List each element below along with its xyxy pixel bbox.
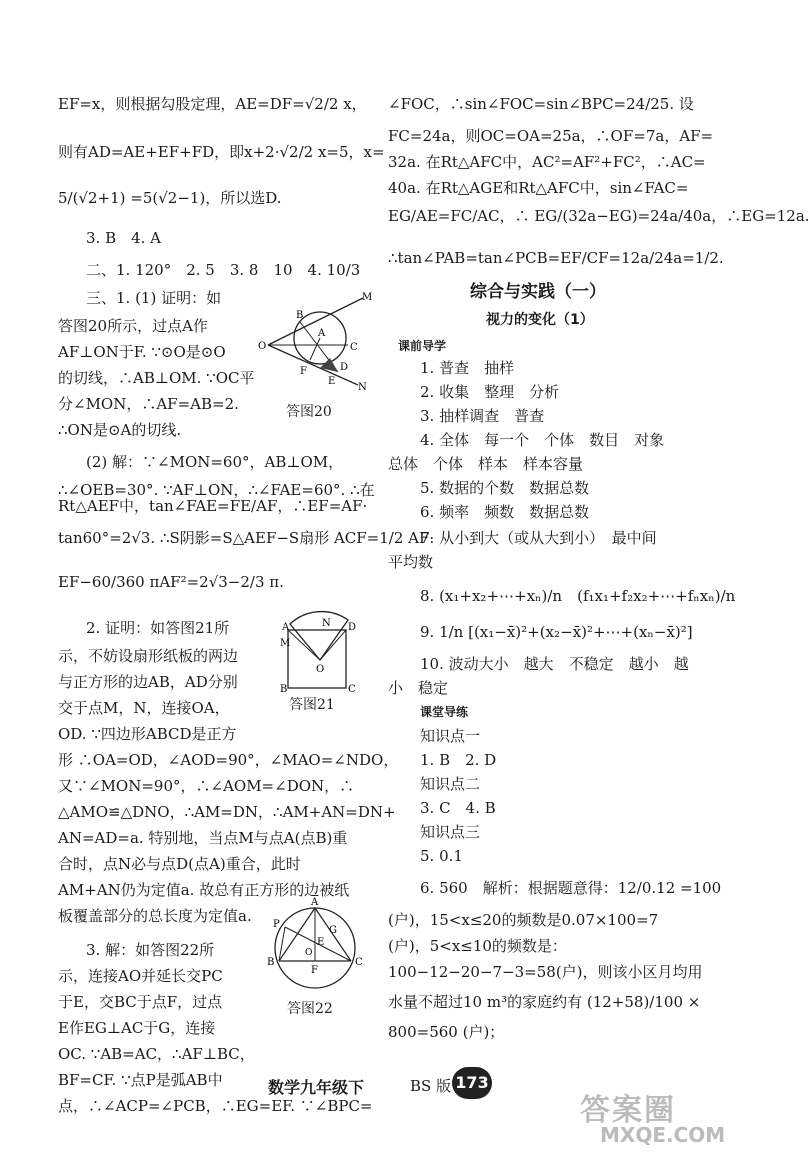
text-line: 2. 证明：如答图21所 xyxy=(86,619,230,637)
text-line: 又∵∠MON=90°，∴∠AOM=∠DON，∴ xyxy=(58,777,355,795)
text-line: 形 ∴OA=OD，∠AOD=90°，∠MAO=∠NDO， xyxy=(58,751,399,769)
svg-text:O: O xyxy=(305,948,313,958)
text-line: tan60°=2√3. ∴S阴影=S△AEF−S扇形 ACF=1/2 AF· xyxy=(58,529,435,547)
svg-text:N: N xyxy=(358,382,367,393)
text-line: EF=x，则根据勾股定理，AE=DF=√2/2 x， xyxy=(58,95,367,113)
text-line: 6. 560 解析：根据题意得：12/0.12 =100 xyxy=(420,879,722,897)
svg-text:E: E xyxy=(328,376,336,387)
svg-text:A: A xyxy=(311,897,319,908)
text-line: 交于点M，N，连接OA， xyxy=(58,699,230,717)
text-line: 水量不超过10 m³的家庭约有 (12+58)/100 × xyxy=(388,993,701,1011)
text-line: 点，∴∠ACP=∠PCB，∴EG=EF. ∵∠BPC= xyxy=(58,1097,373,1115)
text-line: 1. 普查 抽样 xyxy=(420,359,515,377)
text-line: AN=AD=a. 特别地，当点M与点A(点B)重 xyxy=(58,829,348,847)
svg-text:F: F xyxy=(311,965,318,976)
text-line: 小 稳定 xyxy=(388,679,449,697)
svg-text:C: C xyxy=(350,342,358,353)
text-line: 合时，点N必与点D(点A)重合，此时 xyxy=(58,855,301,873)
page-number: 173 xyxy=(452,1067,492,1099)
section-title: 综合与实践（一） xyxy=(470,282,606,302)
svg-text:M: M xyxy=(362,292,373,303)
text-line: ∴∠OEB=30°. ∵AF⊥ON，∴∠FAE=60°. ∴在 xyxy=(58,481,375,499)
text-line: 5. 0.1 xyxy=(420,847,463,865)
text-line: 总体 个体 样本 样本容量 xyxy=(388,455,584,473)
text-line: 6. 频率 频数 数据总数 xyxy=(420,503,590,521)
svg-text:B: B xyxy=(280,684,288,695)
svg-text:A: A xyxy=(282,622,290,633)
text-line: 与正方形的边AB，AD分别 xyxy=(58,673,238,691)
svg-text:N: N xyxy=(322,618,331,629)
figure-21-caption: 答图21 xyxy=(289,697,335,713)
figure-20 xyxy=(258,290,373,393)
text-line: Rt△AEF中，tan∠FAE=FE/AF，∴EF=AF· xyxy=(58,497,368,515)
subsection-heading: 课前导学 xyxy=(398,339,447,353)
text-line: AM+AN仍为定值a. 故总有正方形的边被纸 xyxy=(58,881,350,899)
watermark-logo: 答案圈 xyxy=(580,1093,676,1128)
svg-text:C: C xyxy=(348,684,356,695)
text-line: 二、1. 120° 2. 5 3. 8 10 4. 10/3 xyxy=(86,261,361,279)
text-line: 5. 数据的个数 数据总数 xyxy=(420,479,590,497)
text-line: 3. C 4. B xyxy=(420,799,496,817)
svg-text:P: P xyxy=(273,919,280,930)
text-line: 的切线，∴AB⊥OM. ∵OC平 xyxy=(58,369,255,387)
text-line: 3. 解：如答图22所 xyxy=(86,941,215,959)
svg-text:G: G xyxy=(329,925,337,936)
text-line: EF−60/360 πAF²=2√3−2/3 π. xyxy=(58,573,284,591)
text-line: 板覆盖部分的总长度为定值a. xyxy=(58,907,252,925)
figure-21 xyxy=(280,608,360,693)
section-subtitle: 视力的变化（1） xyxy=(486,312,594,328)
text-line: △AMO≌△DNO，∴AM=DN，∴AM+AN=DN+ xyxy=(58,803,396,821)
subsection-heading: 课堂导练 xyxy=(420,705,469,719)
text-line: 则有AD=AE+EF+FD，即x+2·√2/2 x=5，x= xyxy=(58,143,385,161)
text-line: 分∠MON，∴AF=AB=2. xyxy=(58,395,239,413)
text-line: ∴ON是⊙A的切线. xyxy=(58,421,182,439)
text-line: 1. B 2. D xyxy=(420,751,497,769)
text-line: 8. (x₁+x₂+⋯+xₙ)/n (f₁x₁+f₂x₂+⋯+fₙxₙ)/n xyxy=(420,587,736,605)
text-line: ∴tan∠PAB=tan∠PCB=EF/CF=12a/24a=1/2. xyxy=(388,249,724,267)
text-line: EG/AE=FC/AC，∴ EG/(32a−EG)=24a/40a，∴EG=12a. xyxy=(388,207,810,225)
text-line: 示，连接AO并延长交PC xyxy=(58,967,223,985)
text-line: OC. ∵AB=AC，∴AF⊥BC， xyxy=(58,1045,255,1063)
text-line: 10. 波动大小 越大 不稳定 越小 越 xyxy=(420,655,689,673)
text-line: 100−12−20−7−3=58(户)，则该小区月均用 xyxy=(388,963,703,981)
svg-text:O: O xyxy=(258,341,267,352)
text-line: 于E，交BC于点F，过点 xyxy=(58,993,223,1011)
svg-text:B: B xyxy=(267,957,275,968)
figure-21-drawing xyxy=(280,608,360,693)
text-line: 800=560 (户)； xyxy=(388,1023,505,1041)
footer-edition: BS 版 xyxy=(410,1077,452,1095)
text-line: 32a. 在Rt△AFC中，AC²=AF²+FC²，∴AC= xyxy=(388,153,706,171)
figure-22-drawing xyxy=(265,893,365,993)
text-line: 40a. 在Rt△AGE和Rt△AFC中，sin∠FAC= xyxy=(388,179,689,197)
text-line: 4. 全体 每一个 个体 数目 对象 xyxy=(420,431,665,449)
text-line: E作EG⊥AC于G，连接 xyxy=(58,1019,216,1037)
text-line: 知识点二 xyxy=(420,775,481,793)
text-line: 5/(√2+1) =5(√2−1)，所以选D. xyxy=(58,189,282,207)
footer-title: 数学九年级下 xyxy=(268,1078,365,1097)
svg-text:D: D xyxy=(340,362,349,373)
text-line: FC=24a，则OC=OA=25a，∴OF=7a，AF= xyxy=(388,127,714,145)
text-line: 知识点一 xyxy=(420,727,481,745)
text-line: 三、1. (1) 证明：如 xyxy=(86,289,222,307)
svg-text:C: C xyxy=(355,957,363,968)
figure-22 xyxy=(265,893,365,993)
svg-text:M: M xyxy=(280,638,291,649)
watermark-url: MXQE.COM xyxy=(600,1123,726,1147)
text-line: 9. 1/n [(x₁−x̄)²+(x₂−x̄)²+⋯+(xₙ−x̄)²] xyxy=(420,623,693,641)
figure-20-drawing xyxy=(258,290,373,393)
figure-20-caption: 答图20 xyxy=(286,404,332,420)
text-line: 答图20所示，过点A作 xyxy=(58,317,208,335)
figure-22-caption: 答图22 xyxy=(287,1001,333,1017)
text-line: 平均数 xyxy=(388,553,434,571)
text-line: (户)，5<x≤10的频数是： xyxy=(388,937,567,955)
text-line: 3. 抽样调查 普查 xyxy=(420,407,545,425)
svg-text:A: A xyxy=(318,328,326,339)
text-line: OD. ∵四边形ABCD是正方 xyxy=(58,725,237,743)
svg-text:E: E xyxy=(317,937,325,948)
svg-text:B: B xyxy=(296,310,304,321)
text-line: 示，不妨设扇形纸板的两边 xyxy=(58,647,239,665)
text-line: AF⊥ON于F. ∵⊙O是⊙O xyxy=(58,343,226,361)
text-line: (2) 解：∵∠MON=60°，AB⊥OM， xyxy=(86,453,344,471)
text-line: 知识点三 xyxy=(420,823,481,841)
text-line: (户)，15<x≤20的频数是0.07×100=7 xyxy=(388,911,659,929)
text-line: 3. B 4. A xyxy=(86,229,162,247)
svg-text:F: F xyxy=(300,366,307,377)
text-line: 2. 收集 整理 分析 xyxy=(420,383,560,401)
svg-text:O: O xyxy=(316,664,325,675)
svg-text:D: D xyxy=(348,622,357,633)
text-line: 7. 从小到大（或从大到小） 最中间 xyxy=(420,529,657,547)
text-line: BF=CF. ∵点P是弧AB中 xyxy=(58,1071,223,1089)
text-line: ∠FOC，∴sin∠FOC=sin∠BPC=24/25. 设 xyxy=(388,95,694,113)
